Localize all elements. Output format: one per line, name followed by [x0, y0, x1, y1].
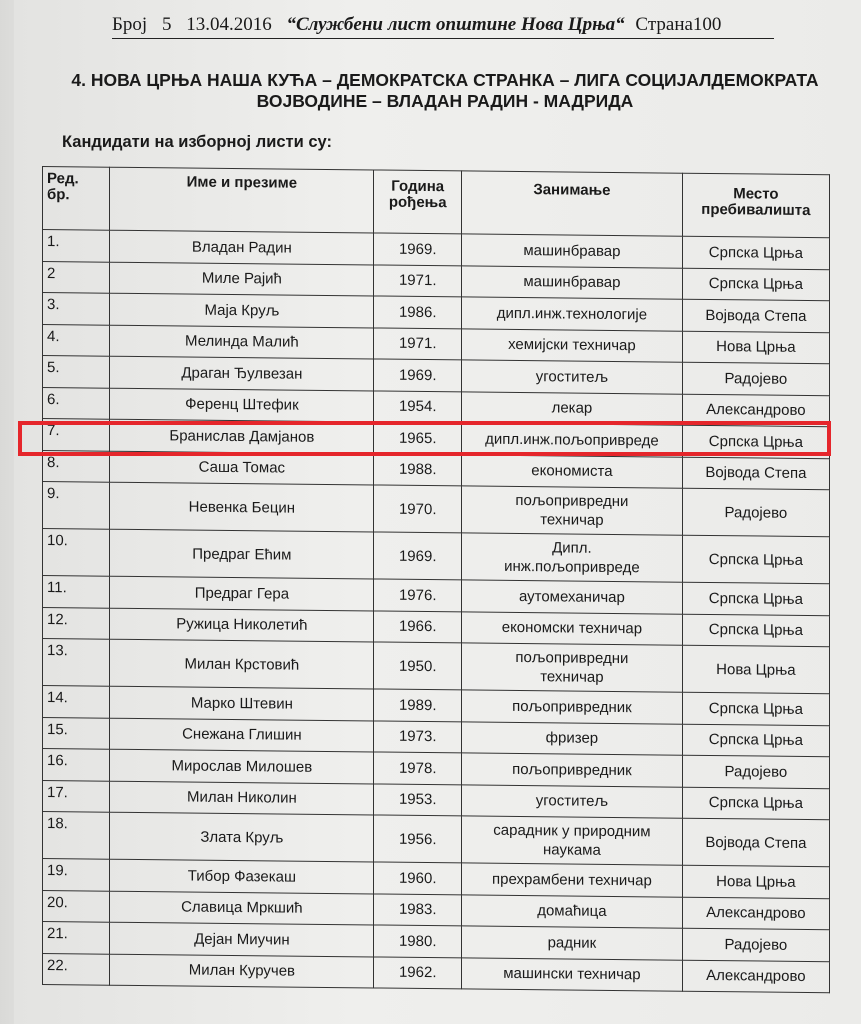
candidate-name: Милан Крстовић	[110, 639, 374, 689]
candidate-name: Снежана Глишин	[110, 718, 374, 752]
birth-year: 1989.	[374, 689, 462, 721]
occupation	[462, 265, 683, 299]
row-number: 4.	[43, 324, 110, 356]
table-header-row	[43, 167, 830, 238]
birth-year: 1971.	[374, 327, 462, 359]
place-of-residence: Војвода Степа	[682, 299, 829, 332]
birth-year: 1980.	[374, 925, 462, 957]
place-of-residence: Радојево	[682, 362, 829, 395]
occupation	[462, 580, 683, 614]
candidate-name: Невенка Бецин	[110, 482, 374, 532]
occupation-line-2: наукама	[542, 841, 601, 859]
birth-year: 1978.	[374, 752, 462, 784]
candidate-name: Саша Томас	[110, 451, 374, 485]
occupation	[462, 721, 683, 755]
occupation	[462, 926, 683, 960]
birth-year: 1960.	[374, 862, 462, 894]
birth-year: 1971.	[374, 264, 462, 296]
place-of-residence: Александрово	[682, 897, 829, 930]
occupation-line-1: лекар	[551, 399, 593, 418]
place-of-residence: Нова Црња	[682, 865, 829, 898]
occupation	[462, 360, 683, 394]
occupation-line-2: техничар	[540, 511, 604, 529]
occupation-line-1: економиста	[531, 462, 613, 481]
place-of-residence: Радојево	[682, 928, 829, 961]
issue-label: Број	[112, 14, 148, 35]
birth-year: 1983.	[374, 893, 462, 925]
occupation	[462, 328, 683, 362]
birth-year: 1950.	[374, 642, 462, 690]
column-header-number: Ред. бр.	[43, 167, 110, 231]
occupation-line-1: пољопривредник	[512, 760, 632, 779]
occupation-line-2: инж.пољопривреде	[504, 557, 640, 577]
candidate-name: Злата Круљ	[110, 812, 374, 862]
place-of-residence: Српска Црња	[682, 535, 829, 584]
row-number: 18.	[43, 812, 110, 860]
row-number: 14.	[43, 686, 110, 718]
birth-year: 1986.	[374, 296, 462, 328]
birth-year: 1969.	[374, 359, 462, 391]
place-of-residence: Српска Црња	[682, 724, 829, 757]
table-row	[43, 639, 830, 694]
place-of-residence: Радојево	[682, 755, 829, 788]
candidate-name: Мирослав Милошев	[110, 749, 374, 783]
occupation	[462, 611, 683, 645]
candidate-name: Бранислав Дамјанов	[110, 419, 374, 453]
occupation	[462, 957, 683, 991]
birth-year: 1969.	[374, 233, 462, 265]
row-number: 5.	[43, 356, 110, 388]
place-of-residence: Српска Црња	[682, 692, 829, 725]
candidate-name: Тибор Фазекаш	[110, 859, 374, 893]
occupation-line-1: угоститељ	[535, 367, 609, 386]
occupation	[462, 894, 683, 928]
candidate-name: Миле Рајић	[110, 262, 374, 296]
row-number: 6.	[43, 387, 110, 419]
row-number: 1.	[43, 230, 110, 262]
candidate-name: Славица Мркшић	[110, 891, 374, 925]
occupation	[462, 643, 683, 692]
candidates-table	[42, 166, 830, 993]
place-of-residence: Нова Црња	[682, 645, 829, 694]
occupation-line-1: радник	[547, 934, 597, 952]
occupation-line-1: пољопривредни	[515, 491, 629, 511]
occupation	[462, 690, 683, 724]
table-row	[43, 529, 830, 584]
place-of-residence: Александрово	[682, 394, 829, 427]
occupation	[462, 454, 683, 488]
birth-year: 1956.	[374, 815, 462, 863]
row-number: 17.	[43, 780, 110, 812]
place-of-residence: Радојево	[682, 488, 829, 537]
occupation	[462, 863, 683, 897]
occupation-line-1: домаћица	[537, 902, 607, 921]
place-of-residence: Српска Црња	[682, 614, 829, 647]
candidate-name: Ференц Штефик	[110, 388, 374, 422]
row-number: 22.	[43, 953, 110, 985]
occupation-line-1: угоститељ	[535, 792, 609, 811]
place-of-residence: Александрово	[682, 960, 829, 993]
row-number: 19.	[43, 859, 110, 891]
birth-year: 1965.	[374, 422, 462, 454]
list-title-line-1: 4. НОВА ЦРЊА НАША КУЋА – ДЕМОКРАТСКА СТРАНКА – ЛИГА СОЦИЈАЛДЕМОКРАТА	[71, 70, 819, 90]
candidate-name: Ружица Николетић	[110, 608, 374, 642]
issue-number: 5	[161, 14, 172, 35]
occupation-line-1: пољопривредник	[512, 697, 632, 716]
place-of-residence: Српска Црња	[682, 268, 829, 301]
place-of-residence: Војвода Степа	[682, 818, 829, 867]
candidate-name: Драган Ђулвезан	[110, 356, 374, 390]
occupation-line-1: машинбравар	[523, 273, 621, 292]
birth-year: 1962.	[374, 956, 462, 988]
row-number: 3.	[43, 293, 110, 325]
occupation	[462, 297, 683, 331]
occupation-line-1: пољопривредни	[515, 648, 629, 668]
row-number: 20.	[43, 890, 110, 922]
occupation	[462, 234, 683, 268]
table-row	[43, 482, 830, 537]
row-number: 10.	[43, 529, 110, 577]
occupation-line-1: прехрамбени техничар	[492, 870, 652, 890]
candidate-name: Милан Николин	[110, 781, 374, 815]
candidate-name: Предраг Ећим	[110, 529, 374, 579]
candidate-name: Мелинда Малић	[110, 325, 374, 359]
column-header-name: Име и презиме	[110, 167, 374, 233]
page-number: 100	[692, 14, 722, 35]
list-title	[60, 70, 830, 112]
place-of-residence: Војвода Степа	[682, 457, 829, 490]
candidate-name: Предраг Гера	[110, 576, 374, 610]
occupation	[462, 784, 683, 818]
row-number: 15.	[43, 717, 110, 749]
occupation-line-1: хемијски техничар	[508, 336, 636, 355]
gazette-title: “Службени лист општине Нова Црња“	[286, 14, 625, 35]
column-header-place: Место пребивалишта	[682, 173, 829, 238]
occupation-line-1: економски техничар	[501, 619, 643, 638]
candidates-subtitle: Кандидати на изборној листи су:	[62, 133, 332, 151]
occupation-line-1: Дипл.	[552, 539, 592, 557]
candidate-name: Милан Куручев	[110, 954, 374, 988]
row-number: 12.	[43, 607, 110, 639]
occupation-line-1: машински техничар	[503, 965, 641, 984]
list-title-line-2: ВОЈВОДИНЕ – ВЛАДАН РАДИН - МАДРИДА	[256, 91, 634, 111]
occupation-line-1: дипл.инж.пољопривреде	[485, 430, 659, 450]
occupation	[462, 753, 683, 787]
page-label: Страна	[635, 14, 693, 35]
gazette-header	[112, 14, 774, 39]
occupation-line-1: дипл.инж.технологије	[496, 304, 648, 324]
place-of-residence: Нова Црња	[682, 331, 829, 364]
row-number: 11.	[43, 576, 110, 608]
occupation-line-1: фризер	[545, 729, 599, 748]
row-number: 8.	[43, 450, 110, 482]
row-number: 7.	[43, 419, 110, 451]
place-of-residence: Српска Црња	[682, 425, 829, 458]
column-header-occupation: Занимање	[462, 171, 683, 236]
occupation	[462, 816, 683, 865]
row-number: 9.	[43, 482, 110, 530]
birth-year: 1970.	[374, 485, 462, 533]
birth-year: 1954.	[374, 390, 462, 422]
highlight-box	[18, 421, 831, 456]
birth-year: 1973.	[374, 720, 462, 752]
occupation-line-1: машинбравар	[523, 241, 621, 260]
birth-year: 1976.	[374, 579, 462, 611]
table-row	[43, 812, 830, 867]
candidate-name: Владан Радин	[110, 230, 374, 264]
birth-year: 1953.	[374, 783, 462, 815]
occupation-line-1: аутомеханичар	[518, 587, 625, 606]
column-header-year: Година рођења	[374, 170, 462, 234]
row-number: 2	[43, 261, 110, 293]
row-number: 13.	[43, 639, 110, 687]
occupation-line-1: сарадник у природним	[493, 821, 651, 841]
candidate-name: Маја Круљ	[110, 293, 374, 327]
birth-year: 1969.	[374, 532, 462, 580]
candidate-name: Марко Штевин	[110, 686, 374, 720]
place-of-residence: Српска Црња	[682, 582, 829, 615]
place-of-residence: Српска Црња	[682, 236, 829, 269]
birth-year: 1966.	[374, 610, 462, 642]
occupation-line-2: техничар	[540, 668, 604, 686]
birth-year: 1988.	[374, 453, 462, 485]
occupation	[462, 486, 683, 535]
candidate-name: Дејан Миучин	[110, 922, 374, 956]
row-number: 21.	[43, 922, 110, 954]
row-number: 16.	[43, 749, 110, 781]
place-of-residence: Српска Црња	[682, 787, 829, 820]
issue-date: 13.04.2016	[186, 14, 272, 35]
occupation	[462, 533, 683, 582]
